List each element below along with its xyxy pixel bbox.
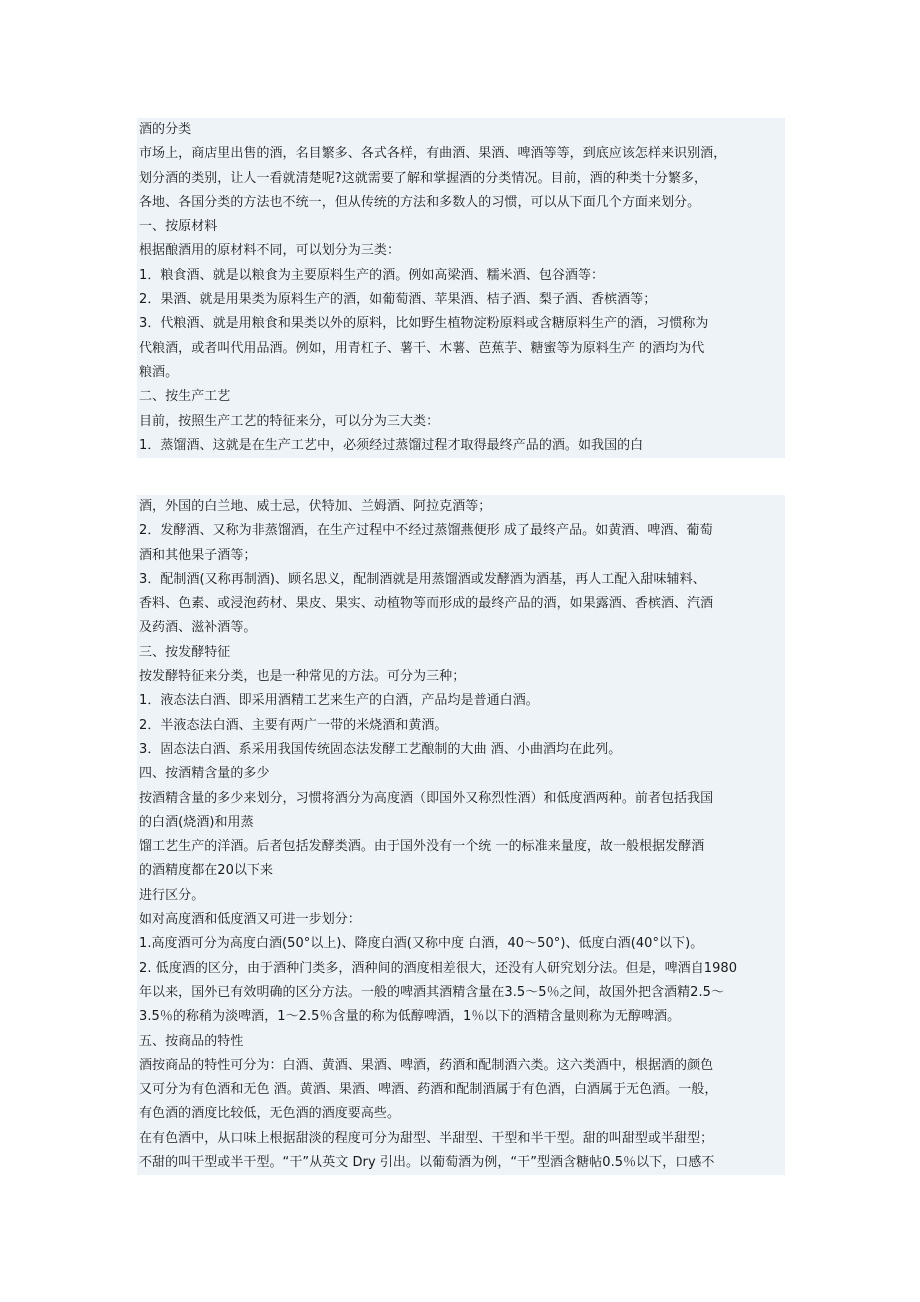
text-line: 香料、色素、或浸泡药材、果皮、果实、动植物等而形成的最终产品的酒，如果露酒、香槟酒、汽酒 — [139, 596, 714, 612]
text-line: 1．液态法白酒、即采用酒精工艺来生产的白酒，产品均是普通白酒。 — [139, 693, 539, 709]
text-line: 有色酒的酒度比较低，无色酒的酒度要高些。 — [139, 1106, 401, 1122]
text-line: 酒和其他果子酒等； — [139, 547, 257, 563]
text-line: 3．代粮酒、就是用粮食和果类以外的原料，比如野生植物淀粉原料或含糖原料生产的酒，习惯称为 — [139, 316, 709, 332]
text-block-upper — [137, 118, 785, 458]
text-line: 粮酒。 — [139, 364, 179, 380]
section-heading: 三、按发酵特征 — [139, 644, 231, 660]
text-line: 年以来，国外已有效明确的区分方法。一般的啤酒其酒精含量在3.5～5％之间，故国外把含酒精2.5～ — [139, 984, 725, 1000]
text-line: 目前，按照生产工艺的特征来分，可以分为三大类： — [139, 413, 440, 429]
text-line: 根据酿酒用的原材料不同，可以划分为三类： — [139, 243, 401, 259]
text-line: 市场上，商店里出售的酒，名目繁多、各式各样，有曲酒、果酒、啤酒等等，到底应该怎样来识别酒， — [139, 146, 727, 162]
text-line: 各地、各国分类的方法也不统一，但从传统的方法和多数人的习惯，可以从下面几个方面来划分。 — [139, 194, 701, 210]
text-line: 馏工艺生产的洋酒。后者包括发酵类酒。由于国外没有一个统 一的标准来量度，故一般根据发酵酒 — [139, 839, 705, 855]
text-line: 1．蒸馏酒、这就是在生产工艺中，必须经过蒸馏过程才取得最终产品的酒。如我国的白 — [139, 437, 644, 453]
text-line: 不甜的叫干型或半干型。“干”从英文 Dry 引出。以葡萄酒为例，“干”型酒含糖帖0.5％以下，口感不 — [139, 1155, 715, 1171]
text-line: 如对高度酒和低度酒又可进一步划分： — [139, 912, 361, 928]
section-heading: 一、按原材料 — [139, 219, 218, 235]
text-line: 酒按商品的特性可分为：白酒、黄酒、果酒、啤酒，药酒和配制酒六类。这六类酒中，根据酒的颜色 — [139, 1057, 714, 1073]
doc-title: 酒的分类 — [139, 122, 192, 137]
text-line: 的白酒(烧酒)和用蒸 — [139, 814, 254, 830]
text-line: 按发酵特征来分类，也是一种常见的方法。可分为三种； — [139, 669, 466, 685]
text-line: 又可分为有色酒和无色 酒。黄酒、果酒、啤酒、药酒和配制酒属于有色酒，白酒属于无色酒。一般， — [139, 1082, 718, 1098]
text-line: 1.高度酒可分为高度白酒(50°以上)、降度白酒(又称中度 白酒，40～50°)、低度白酒(40°以下)。 — [139, 936, 704, 952]
section-heading: 四、按酒精含量的多少 — [139, 766, 270, 782]
text-line: 1．粮食酒、就是以粮食为主要原料生产的酒。例如高梁酒、糯米酒、包谷酒等： — [139, 267, 605, 283]
text-block-lower — [137, 495, 785, 1175]
text-line: 进行区分。 — [139, 887, 205, 903]
text-line: 3．配制酒(又称再制酒)、顾名思义，配制酒就是用蒸馏酒或发酵酒为酒基，再人工配入甜味辅料、 — [139, 571, 706, 587]
text-line: 按酒精含量的多少来划分，习惯将酒分为高度酒（即国外又称烈性酒）和低度酒两种。前者包括我国 — [139, 790, 714, 806]
text-line: 3.5％的称稍为淡啤酒，1～2.5％含量的称为低醇啤酒，1％以下的酒精含量则称为无醇啤酒。 — [139, 1009, 681, 1025]
text-line: 2．发酵酒、又称为非蒸馏酒，在生产过程中不经过蒸馏燕便形 成了最终产品。如黄酒、啤酒、葡萄 — [139, 523, 713, 539]
text-line: 代粮酒，或者叫代用品酒。例如，用青杠子、薯干、木薯、芭蕉芋、糖蜜等为原料生产 的酒均为代 — [139, 340, 705, 356]
text-line: 划分酒的类别，让人一看就清楚呢?这就需要了解和掌握酒的分类情况。目前，酒的种类十分繁多， — [139, 170, 708, 186]
text-line: 及药酒、滋补酒等。 — [139, 620, 257, 636]
text-line: 在有色酒中，从口味上根据甜淡的程度可分为甜型、半甜型、干型和半干型。甜的叫甜型或半甜型； — [139, 1130, 714, 1146]
section-heading: 二、按生产工艺 — [139, 389, 231, 405]
text-line: 2．半液态法白酒、主要有两广一带的米烧酒和黄酒。 — [139, 717, 448, 733]
text-line: 3．固态法白酒、系采用我国传统固态法发酵工艺酿制的大曲 酒、小曲酒均在此列。 — [139, 741, 622, 757]
text-line: 2. 低度酒的区分，由于酒种门类多，酒种间的酒度相差很大，还没有人研究划分法。但是，啤酒自1980 — [139, 960, 738, 976]
text-line: 2．果酒、就是用果类为原料生产的酒，如葡萄酒、苹果酒、桔子酒、梨子酒、香槟酒等； — [139, 292, 657, 308]
section-heading: 五、按商品的特性 — [139, 1033, 244, 1049]
text-line: 酒，外国的白兰地、威士忌，伏特加、兰姆酒、阿拉克酒等； — [139, 499, 492, 514]
text-line: 的酒精度都在20以下来 — [139, 863, 274, 879]
